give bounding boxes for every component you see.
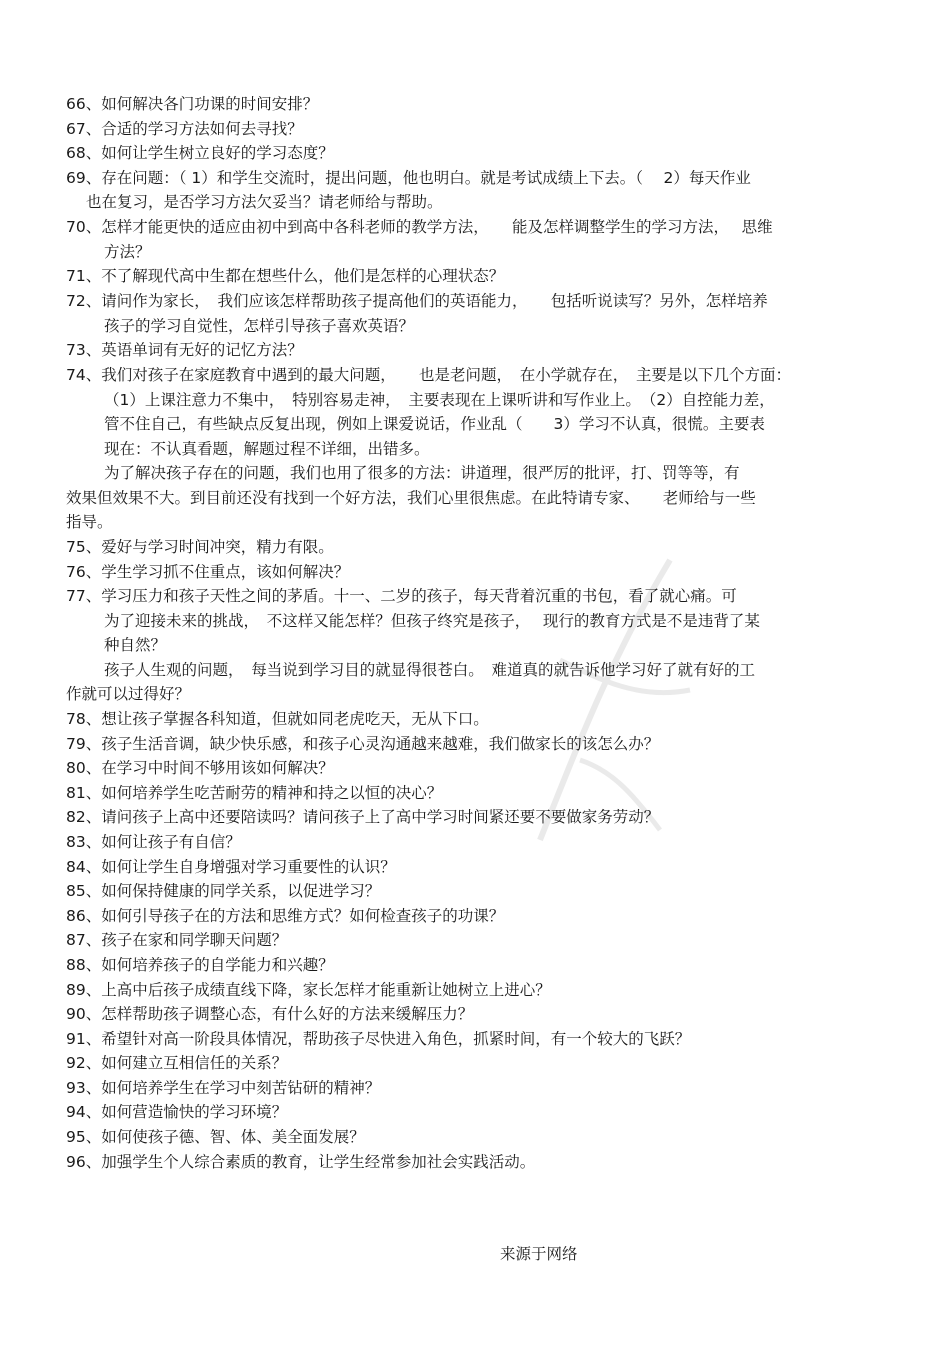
question-number: 91、 [66,1030,102,1048]
question-79 [66,732,886,757]
question-text: 请问孩子上高中还要陪读吗？请问孩子上了高中学习时间紧还要不要做家务劳动？ [101,808,660,826]
question-text: 想让孩子掌握各科知道，但就如同老虎吃天，无从下口。 [101,710,489,728]
question-text: 孩子生活音调，缺少快乐感，和孩子心灵沟通越来越难，我们做家长的该怎么办？ [101,735,660,753]
question-70-continuation: 方法？ [104,243,151,261]
question-93 [66,1076,886,1101]
question-text: 如何培养学生吃苦耐劳的精神和持之以恒的决心？ [101,784,443,802]
question-88 [66,953,886,978]
question-77-line5: 作就可以过得好？ [66,685,191,703]
question-77-line3: 种自然？ [104,636,167,654]
question-text: 如何建立互相信任的关系？ [101,1054,288,1072]
question-text-line1: 学习压力和孩子天性之间的茅盾。十一、二岁的孩子，每天背着沉重的书包，看了就心痛。可 [101,587,737,605]
question-76 [66,560,886,585]
question-number: 79、 [66,735,102,753]
question-text: 加强学生个人综合素质的教育，让学生经常参加社会实践活动。 [101,1153,536,1171]
question-number: 87、 [66,931,102,949]
question-text: 如何保持健康的同学关系，以促进学习？ [101,882,381,900]
question-text: 如何培养孩子的自学能力和兴趣？ [101,956,334,974]
question-text: 如何让学生自身增强对学习重要性的认识？ [101,858,396,876]
question-text: 如何让学生树立良好的学习态度？ [101,144,334,162]
question-number: 94、 [66,1103,102,1121]
question-68 [66,141,886,166]
question-text: 如何使孩子德、智、体、美全面发展？ [101,1128,365,1146]
question-74-line4: 现在：不认真看题，解题过程不详细，出错多。 [104,440,430,458]
question-70 [66,215,886,240]
question-74-line2: （1）上课注意力不集中， 特别容易走神， 主要表现在上课听讲和写作业上。 （2）自控能力差， [104,391,775,409]
question-text: 英语单词有无好的记忆方法？ [101,341,303,359]
question-text: 如何解决各门功课的时间安排？ [101,95,319,113]
question-number: 66、 [66,95,102,113]
question-number: 84、 [66,858,102,876]
question-82 [66,805,886,830]
question-81 [66,781,886,806]
question-66 [66,92,886,117]
question-number: 77、 [66,587,102,605]
question-number: 70、 [66,218,102,236]
question-77-line4: 孩子人生观的问题， 每当说到学习目的就显得很苍白。 难道真的就告诉他学习好了就有好的工 [104,661,756,679]
question-text: 怎样帮助孩子调整心态，有什么好的方法来缓解压力？ [101,1005,474,1023]
question-text-line1: 存在问题：（ 1）和学生交流时，提出问题，他也明白。就是考试成绩上下去。（ 2）每天作业 [101,169,751,187]
question-text: 学生学习抓不住重点，该如何解决？ [101,563,350,581]
question-number: 88、 [66,956,102,974]
question-number: 83、 [66,833,102,851]
question-text: 爱好与学习时间冲突，精力有限。 [101,538,334,556]
question-number: 75、 [66,538,102,556]
question-text: 如何营造愉快的学习环境？ [101,1103,288,1121]
question-number: 86、 [66,907,102,925]
question-96 [66,1150,886,1175]
question-number: 67、 [66,120,102,138]
question-77-line2: 为了迎接未来的挑战， 不这样又能怎样？但孩子终究是孩子， 现行的教育方式是不是违背了某 [104,612,760,630]
question-85 [66,879,886,904]
question-number: 80、 [66,759,102,777]
question-text: 希望针对高一阶段具体情况，帮助孩子尽快进入角色，抓紧时间，有一个较大的飞跃？ [101,1030,691,1048]
question-74-line7: 指导。 [66,513,113,531]
question-92 [66,1051,886,1076]
question-73 [66,338,886,363]
question-78 [66,707,886,732]
question-number: 85、 [66,882,102,900]
question-number: 78、 [66,710,102,728]
question-text-line1: 怎样才能更快的适应由初中到高中各科老师的教学方法， 能及怎样调整学生的学习方法， 思维 [101,218,773,236]
question-number: 90、 [66,1005,102,1023]
question-84 [66,855,886,880]
question-number: 71、 [66,267,102,285]
question-95 [66,1125,886,1150]
question-69-continuation: 也在复习，是否学习方法欠妥当？请老师给与帮助。 [86,193,443,211]
question-69 [66,166,886,191]
question-91 [66,1027,886,1052]
question-number: 81、 [66,784,102,802]
question-text: 合适的学习方法如何去寻找？ [101,120,303,138]
question-86 [66,904,886,929]
question-87 [66,928,886,953]
question-75 [66,535,886,560]
question-number: 96、 [66,1153,102,1171]
question-text: 孩子在家和同学聊天问题？ [101,931,288,949]
question-number: 89、 [66,981,102,999]
question-text: 如何培养学生在学习中刻苦钻研的精神？ [101,1079,381,1097]
question-94 [66,1100,886,1125]
question-72-continuation: 孩子的学习自觉性，怎样引导孩子喜欢英语？ [104,317,415,335]
question-74-line6: 效果但效果不大。到目前还没有找到一个好方法，我们心里很焦虑。在此特请专家、 老师给与一些 [66,489,756,507]
question-text: 如何引导孩子在的方法和思维方式？如何检查孩子的功课？ [101,907,505,925]
question-74-line3: 管不住自己，有些缺点反复出现，例如上课爱说话，作业乱（ 3）学习不认真，很慌。主要表 [104,415,765,433]
question-text: 不了解现代高中生都在想些什么，他们是怎样的心理状态？ [101,267,505,285]
question-text-line1: 我们对孩子在家庭教育中遇到的最大问题， 也是老问题， 在小学就存在， 主要是以下几个方面： [101,366,791,384]
question-text: 上高中后孩子成绩直线下降，家长怎样才能重新让她树立上进心？ [101,981,551,999]
source-note: 来源于网络 [500,1245,578,1263]
question-number: 95、 [66,1128,102,1146]
question-number: 76、 [66,563,102,581]
question-71 [66,264,886,289]
question-number: 93、 [66,1079,102,1097]
question-number: 68、 [66,144,102,162]
question-67 [66,117,886,142]
question-number: 69、 [66,169,102,187]
question-text: 在学习中时间不够用该如何解决？ [101,759,334,777]
question-77 [66,584,886,609]
question-83 [66,830,886,855]
question-80 [66,756,886,781]
question-89 [66,978,886,1003]
question-number: 82、 [66,808,102,826]
question-text: 如何让孩子有自信？ [101,833,241,851]
question-74 [66,363,886,388]
question-text-line1: 请问作为家长， 我们应该怎样帮助孩子提高他们的英语能力， 包括听说读写？另外，怎样培养 [101,292,768,310]
question-72 [66,289,886,314]
question-74-line5: 为了解决孩子存在的问题，我们也用了很多的方法：讲道理，很严厉的批评，打、罚等等，有 [104,464,740,482]
question-number: 74、 [66,366,102,384]
question-number: 92、 [66,1054,102,1072]
question-90 [66,1002,886,1027]
question-number: 73、 [66,341,102,359]
question-number: 72、 [66,292,102,310]
